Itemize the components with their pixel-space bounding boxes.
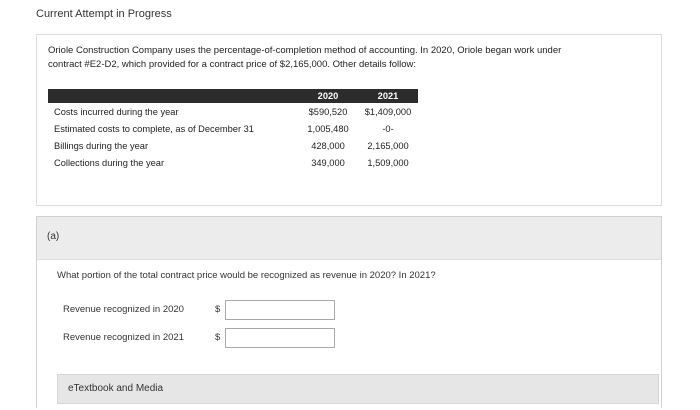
row-label: Costs incurred during the year [54,106,179,117]
etextbook-media-bar[interactable] [57,374,659,404]
value-2020: 1,005,480 [307,123,349,134]
part-a-label: (a) [47,231,60,242]
table-row [48,154,418,171]
problem-text-line-2: contract #E2-D2, which provided for a contract price of $2,165,000. Other details follow: [48,59,417,70]
currency-symbol: $ [215,332,221,343]
row-label: Collections during the year [54,157,165,168]
revenue-2020-input[interactable] [225,300,335,320]
question-text: What portion of the total contract price would be recognized as revenue in 2020? In 2021? [57,270,436,281]
table-header-label-column [48,89,298,103]
table-row [48,120,418,137]
part-a-panel [36,216,662,408]
currency-symbol: $ [215,304,221,315]
value-2020: $590,520 [308,106,348,117]
table-header-row [48,89,418,103]
etextbook-media-label: eTextbook and Media [68,383,164,394]
value-2021: 1,509,000 [367,157,409,168]
row-label: Estimated costs to complete, as of December 31 [54,123,254,134]
revenue-2020-label: Revenue recognized in 2020 [63,304,184,315]
value-2020: 428,000 [311,140,345,151]
revenue-2021-label: Revenue recognized in 2021 [63,332,184,343]
value-2020: 349,000 [311,157,345,168]
contract-details-table [48,89,418,171]
value-2021: $1,409,000 [364,106,412,117]
part-a-content [37,259,661,410]
table-row [48,103,418,120]
page-title: Current Attempt in Progress [36,8,172,20]
value-2021: 2,165,000 [367,140,409,151]
problem-text [48,44,648,72]
table-header-2021: 2021 [358,89,418,103]
row-label: Billings during the year [54,140,149,151]
table-row [48,137,418,154]
table-header-2020: 2020 [298,89,358,103]
problem-text-line-1: Oriole Construction Company uses the percentage-of-completion method of accounting. In 2020, Oriole began work under [48,45,562,56]
problem-statement-panel [36,34,662,206]
revenue-2021-input[interactable] [225,328,335,348]
value-2021: -0- [382,123,394,134]
